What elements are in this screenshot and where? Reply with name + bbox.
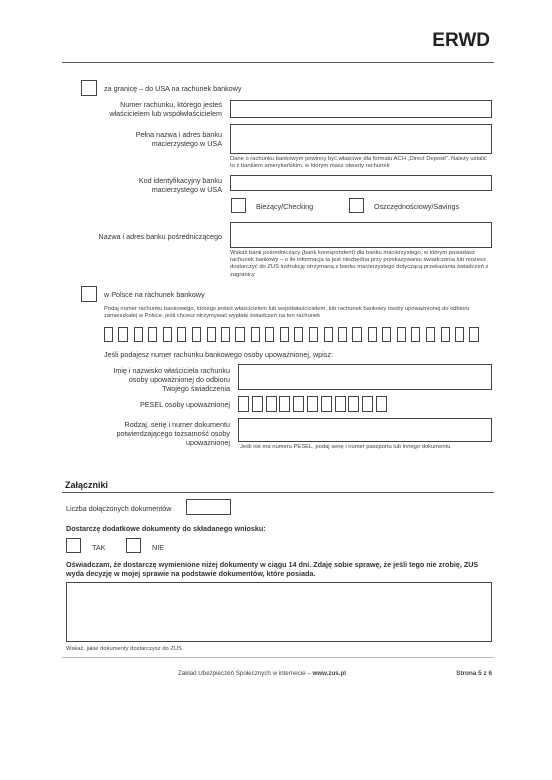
header-divider: [62, 62, 494, 63]
authorized-name-label: Imię i nazwisko właściciela rachunku osoby upoważnionej do odbioru Twojego świadczenia: [113, 366, 230, 394]
account-digit-cell[interactable]: [134, 327, 143, 342]
account-digit-cell[interactable]: [207, 327, 216, 342]
intermediary-note: Wskaż bank pośredniczący (bank korespondent) dla banku macierzystego, w którym posiadasz rachunek bankowy – o ile informacja ta jest niezbędna przy przekazywaniu świadczenia lub możesz dostarczyć do ZUS instrukcję otrzymaną z banku macierzystego dotyczącą przekazania świadczeń z zagranicy: [230, 250, 489, 278]
savings-checkbox[interactable]: [349, 198, 364, 213]
pesel-digit-cell[interactable]: [321, 396, 332, 412]
document-label: Rodzaj, serię i numer dokumentu potwierdzającego tożsamość osoby upoważnionej: [116, 420, 230, 448]
pesel-label: PESEL osoby upoważnionej: [139, 400, 230, 409]
account-digit-cell[interactable]: [192, 327, 201, 342]
usa-bank-name-label: Pełna nazwa i adres banku macierzystego w USA: [135, 130, 222, 149]
no-label: NIE: [152, 543, 164, 552]
authorized-name-input[interactable]: [238, 364, 492, 390]
pesel-digit-cell[interactable]: [238, 396, 249, 412]
account-digit-cell[interactable]: [324, 327, 333, 342]
account-digit-cell[interactable]: [441, 327, 450, 342]
pesel-digit-cell[interactable]: [252, 396, 263, 412]
authorized-intro: Jeśli podajesz numer rachunku bankowego osoby upoważnionej, wpisz:: [104, 350, 333, 359]
pesel-digit-cell[interactable]: [362, 396, 373, 412]
account-digit-cell[interactable]: [455, 327, 464, 342]
poland-account-text: Podaj numer rachunku bankowego, którego jesteś właścicielem lub współwłaścicielem, lub rachunek bankowy osoby upoważnionej do odbioru zamieszkałej w Polsce, jeśli chcesz otrzymywać wypłatę świadczeń na ten rachunek: [104, 306, 470, 320]
attachments-title: Załączniki: [65, 480, 109, 490]
pesel-digit-cell[interactable]: [293, 396, 304, 412]
poland-option-label: w Polsce na rachunek bankowy: [104, 290, 205, 299]
account-digit-cell[interactable]: [352, 327, 361, 342]
account-digit-cell[interactable]: [368, 327, 377, 342]
yes-checkbox[interactable]: [66, 538, 81, 553]
attachments-divider: [62, 492, 494, 493]
pesel-digit-cell[interactable]: [335, 396, 346, 412]
attachments-count-input[interactable]: [186, 499, 231, 515]
account-digit-cell[interactable]: [221, 327, 230, 342]
account-digit-cell[interactable]: [251, 327, 260, 342]
checking-checkbox[interactable]: [231, 198, 246, 213]
account-digit-cell[interactable]: [235, 327, 244, 342]
pesel-digit-cell[interactable]: [307, 396, 318, 412]
yes-label: TAK: [92, 543, 106, 552]
document-input[interactable]: [238, 418, 492, 442]
pesel-digit-cell[interactable]: [348, 396, 359, 412]
footer-divider: [62, 657, 494, 658]
no-checkbox[interactable]: [126, 538, 141, 553]
pesel-digit-cell[interactable]: [376, 396, 387, 412]
pesel-digits[interactable]: [238, 396, 390, 412]
pesel-digit-cell[interactable]: [279, 396, 290, 412]
account-digit-cell[interactable]: [163, 327, 172, 342]
account-digit-cell[interactable]: [382, 327, 391, 342]
savings-label: Oszczędnościowy/Savings: [374, 202, 460, 211]
usa-option-label: za granicę – do USA na rachunek bankowy: [104, 84, 242, 93]
footer-center-text: Zakład Ubezpieczeń Społecznych w internecie –: [178, 670, 313, 677]
footer-url[interactable]: www.zus.pl: [312, 670, 346, 677]
intermediary-label: Nazwa i adres banku pośredniczącego: [98, 232, 222, 241]
account-digit-cell[interactable]: [411, 327, 420, 342]
usa-bank-code-label: Kod identyfikacyjny banku macierzystego w USA: [138, 176, 222, 195]
poland-account-digits[interactable]: [104, 327, 484, 342]
account-digit-cell[interactable]: [280, 327, 289, 342]
page-number: Strona 5 z 6: [456, 670, 492, 677]
intermediary-input[interactable]: [230, 222, 492, 248]
attachments-count-label: Liczba dołączonych dokumentów: [66, 504, 172, 513]
poland-option-checkbox[interactable]: [81, 286, 97, 302]
account-digit-cell[interactable]: [397, 327, 406, 342]
account-digit-cell[interactable]: [338, 327, 347, 342]
checking-label: Bieżący/Checking: [256, 202, 314, 211]
footer-text: [178, 670, 346, 677]
usa-bank-note: Dane o rachunku bankowym powinny być właściwe dla formatu ACH „Direct Deposit”. Należy ustalić to z bankiem amerykańskim, w którym masz otwarty rachunek: [230, 156, 487, 170]
document-note: Jeśli nie ma numeru PESEL, podaj serię i numer paszportu lub innego dokumentu: [240, 444, 451, 450]
account-digit-cell[interactable]: [294, 327, 303, 342]
usa-bank-code-input[interactable]: [230, 175, 492, 191]
usa-option-checkbox[interactable]: [81, 80, 97, 96]
account-digit-cell[interactable]: [177, 327, 186, 342]
usa-account-input[interactable]: [230, 100, 492, 118]
usa-account-label: Numer rachunku, którego jesteś właścicielem lub współwłaścicielem: [109, 100, 222, 119]
account-digit-cell[interactable]: [469, 327, 478, 342]
account-digit-cell[interactable]: [148, 327, 157, 342]
documents-list-note: Wskaż, jakie dokumenty dostarczysz do ZUS: [66, 646, 182, 652]
pesel-digit-cell[interactable]: [266, 396, 277, 412]
documents-list-input[interactable]: [66, 582, 492, 642]
form-code: ERWD: [432, 30, 490, 51]
account-digit-cell[interactable]: [265, 327, 274, 342]
account-digit-cell[interactable]: [118, 327, 127, 342]
declaration-text: Oświadczam, że dostarczę wymienione niżej dokumenty w ciągu 14 dni. Zdaję sobie sprawę, że jeśli tego nie zrobię, ZUS wyda decyzję w mojej sprawie na podstawie dokumentów, które posiada.: [66, 560, 479, 579]
usa-bank-name-input[interactable]: [230, 124, 492, 154]
account-digit-cell[interactable]: [309, 327, 318, 342]
extra-docs-question: Dostarczę dodatkowe dokumenty do składanego wniosku:: [66, 524, 266, 533]
account-digit-cell[interactable]: [104, 327, 113, 342]
account-digit-cell[interactable]: [426, 327, 435, 342]
